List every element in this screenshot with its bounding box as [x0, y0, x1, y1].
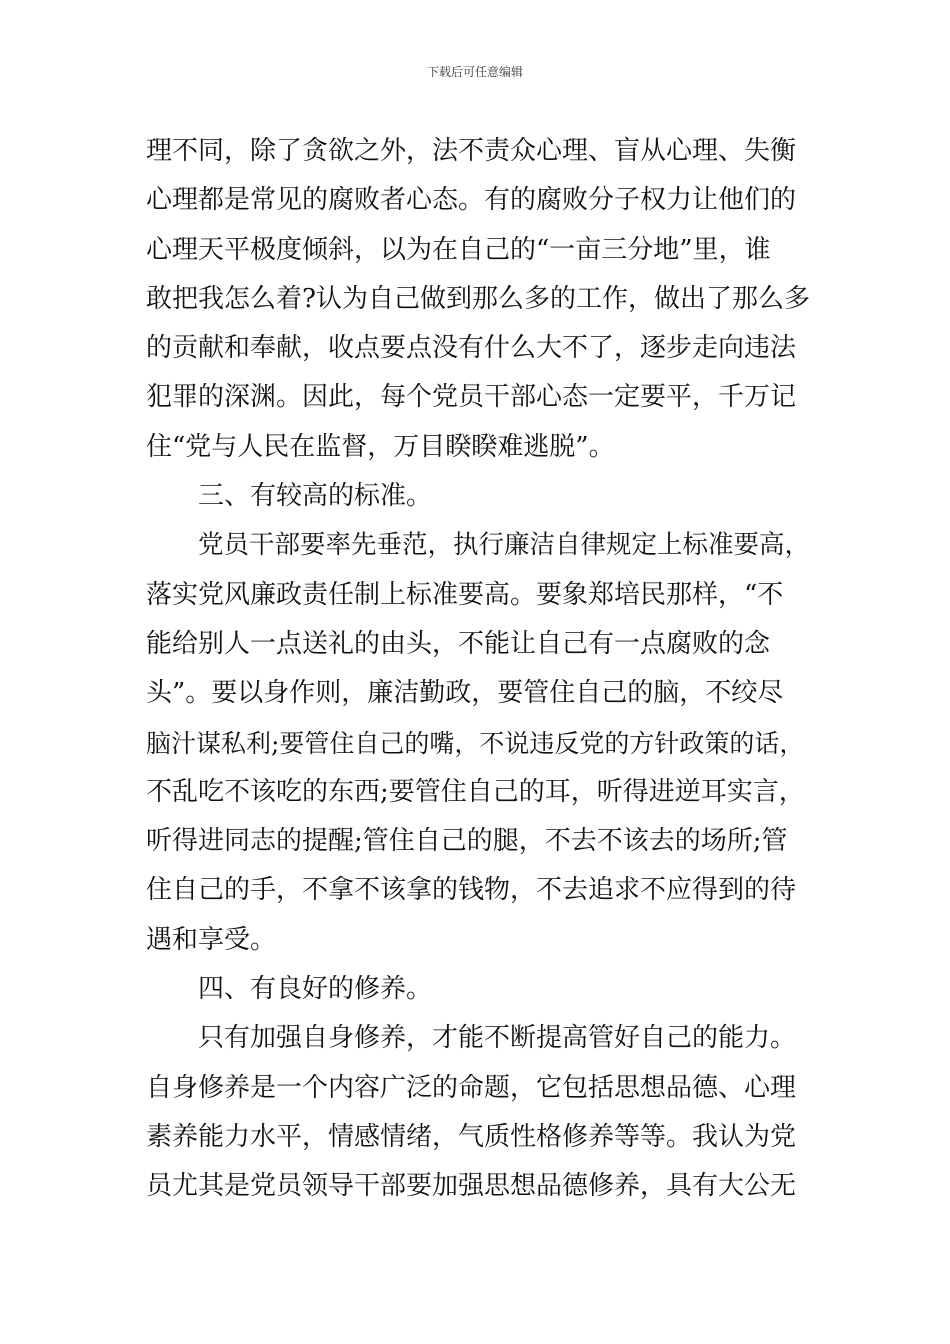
text-line: 落实党风廉政责任制上标准要高。要象郑培民那样，“不	[146, 579, 784, 610]
text-line: 素养能力水平，情感情绪，气质性格修养等等。我认为党	[146, 1121, 797, 1152]
text-line: 党员干部要率先垂范，执行廉洁自律规定上标准要高，	[198, 530, 811, 561]
text-line: 犯罪的深渊。因此，每个党员干部心态一定要平，千万记	[146, 382, 797, 413]
text-line: 敢把我怎么着?认为自己做到那么多的工作，做出了那么多	[146, 283, 810, 314]
text-line: 心理都是常见的腐败者心态。有的腐败分子权力让他们的	[146, 185, 797, 216]
body-text	[146, 127, 816, 1212]
text-line: 的贡献和奉献，收点要点没有什么大不了，逐步走向违法	[146, 333, 797, 364]
text-line: 住“党与人民在监督，万目睽睽难逃脱”。	[146, 431, 615, 462]
text-line: 员尤其是党员领导干部要加强思想品德修养，具有大公无	[146, 1171, 797, 1202]
page-header: 下载后可任意编辑	[426, 65, 523, 79]
text-line: 脑汁谋私利;要管住自己的嘴，不说违反党的方针政策的话，	[146, 728, 805, 758]
text-line: 心理天平极度倾斜，以为在自己的“一亩三分地”里，谁	[146, 234, 771, 265]
text-line: 能给别人一点送礼的由头，不能让自己有一点腐败的念	[146, 628, 771, 659]
text-line: 四、有良好的修养。	[198, 974, 433, 1005]
text-line: 自身修养是一个内容广泛的命题，它包括思想品德、心理	[146, 1072, 797, 1103]
text-line: 遇和享受。	[146, 924, 277, 955]
text-line: 住自己的手，不拿不该拿的钱物，不去追求不应得到的待	[146, 875, 797, 906]
text-line: 理不同，除了贪欲之外，法不责众心理、盲从心理、失衡	[146, 136, 797, 166]
text-line: 三、有较高的标准。	[198, 481, 433, 512]
text-line: 不乱吃不该吃的东西;要管住自己的耳，听得进逆耳实言，	[146, 776, 805, 807]
text-line: 听得进同志的提醒;管住自己的腿，不去不该去的场所;管	[146, 826, 788, 857]
text-line: 只有加强自身修养，才能不断提高管好自己的能力。	[198, 1023, 797, 1054]
text-line: 头”。要以身作则，廉洁勤政，要管住自己的脑，不绞尽	[146, 678, 784, 709]
